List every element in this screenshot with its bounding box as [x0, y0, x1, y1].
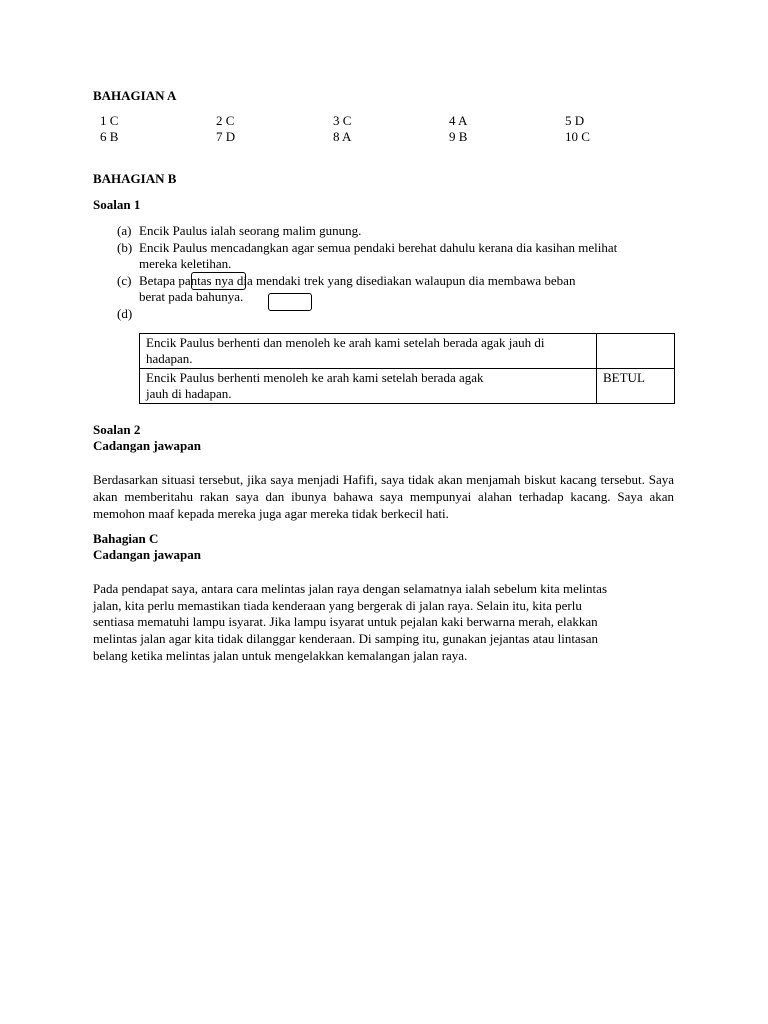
soalan-1-title: Soalan 1 [93, 197, 141, 212]
answer-item: 7 D [216, 129, 236, 144]
item-c-text-post: dia mendaki trek yang disediakan walaupun dia membawa beban [233, 273, 576, 288]
item-b-text: Encik Paulus mencadangkan agar semua pendaki berehat dahulu kerana dia kasihan melihat [139, 240, 618, 255]
answer-item: 5 D [565, 113, 585, 128]
section-c-line: melintas jalan agar kita tidak dilanggar kenderaan. Di samping itu, gunakan jejantas atau lintasan [93, 631, 599, 646]
item-a-label: (a) [117, 223, 132, 238]
section-c-heading: Bahagian C [93, 531, 159, 546]
section-b-heading: BAHAGIAN B [93, 171, 177, 186]
table-cell [140, 334, 597, 369]
item-c-text-cont: berat pada bahunya. [139, 289, 244, 304]
item-c-boxed-word: ntas nya [190, 273, 234, 288]
answer-item: 9 B [449, 129, 468, 144]
answer-item: 10 C [565, 129, 590, 144]
answer-item: 6 B [100, 129, 119, 144]
soalan-2-subtitle: Cadangan jawapan [93, 438, 202, 453]
section-c-line: jalan, kita perlu memastikan tiada kenderaan yang bergerak di jalan raya. Selain itu, kita perlu [93, 598, 582, 613]
row-text: Encik Paulus berhenti menoleh ke arah kami setelah berada agak [146, 370, 484, 385]
item-b-text-cont: mereka keletihan. [139, 256, 232, 271]
row-text-cont: jauh di hadapan. [146, 386, 232, 401]
item-d-label: (d) [117, 306, 133, 321]
section-c-line: Pada pendapat saya, antara cara melintas jalan raya dengan selamatnya ialah sebelum kita melintas [93, 581, 608, 596]
answer-item: 8 A [333, 129, 352, 144]
item-a-text: Encik Paulus ialah seorang malim gunung. [139, 223, 362, 238]
item-c-label: (c) [117, 273, 132, 288]
item-c-text-pre: Betapa pa [139, 273, 191, 288]
section-c-line: sentiasa mematuhi lampu isyarat. Jika lampu isyarat untuk pejalan kaki berwarna merah, elakkan [93, 614, 598, 629]
empty-answer-box [268, 293, 312, 311]
table-cell [140, 369, 597, 404]
answer-item: 1 C [100, 113, 119, 128]
answer-item: 4 A [449, 113, 468, 128]
section-c-line: belang ketika melintas jalan untuk mengelakkan kemalangan jalan raya. [93, 648, 468, 663]
section-c-subtitle: Cadangan jawapan [93, 547, 202, 562]
table-mark-cell [597, 334, 675, 369]
row-text: Encik Paulus berhenti dan menoleh ke arah kami setelah berada agak jauh di [146, 335, 545, 350]
answer-table [139, 333, 675, 404]
row-text-cont: hadapan. [146, 351, 193, 366]
table-mark-cell: BETUL [597, 369, 675, 404]
answer-item: 2 C [216, 113, 235, 128]
table-row [140, 369, 675, 404]
soalan-2-title: Soalan 2 [93, 422, 141, 437]
section-a-heading: BAHAGIAN A [93, 88, 177, 103]
answer-item: 3 C [333, 113, 352, 128]
soalan-2-paragraph: Berdasarkan situasi tersebut, jika saya menjadi Hafifi, saya tidak akan menjamah biskut kacang tersebut. Saya akan memberitahu rakan saya dan ibunya bahawa saya mempunyai alahan terhadap kacang. Saya akan memohon maaf kepada mereka juga agar mereka tidak berkecil hati. [93, 472, 674, 521]
table-row [140, 334, 675, 369]
item-b-label: (b) [117, 240, 133, 255]
correction-box [191, 272, 246, 290]
